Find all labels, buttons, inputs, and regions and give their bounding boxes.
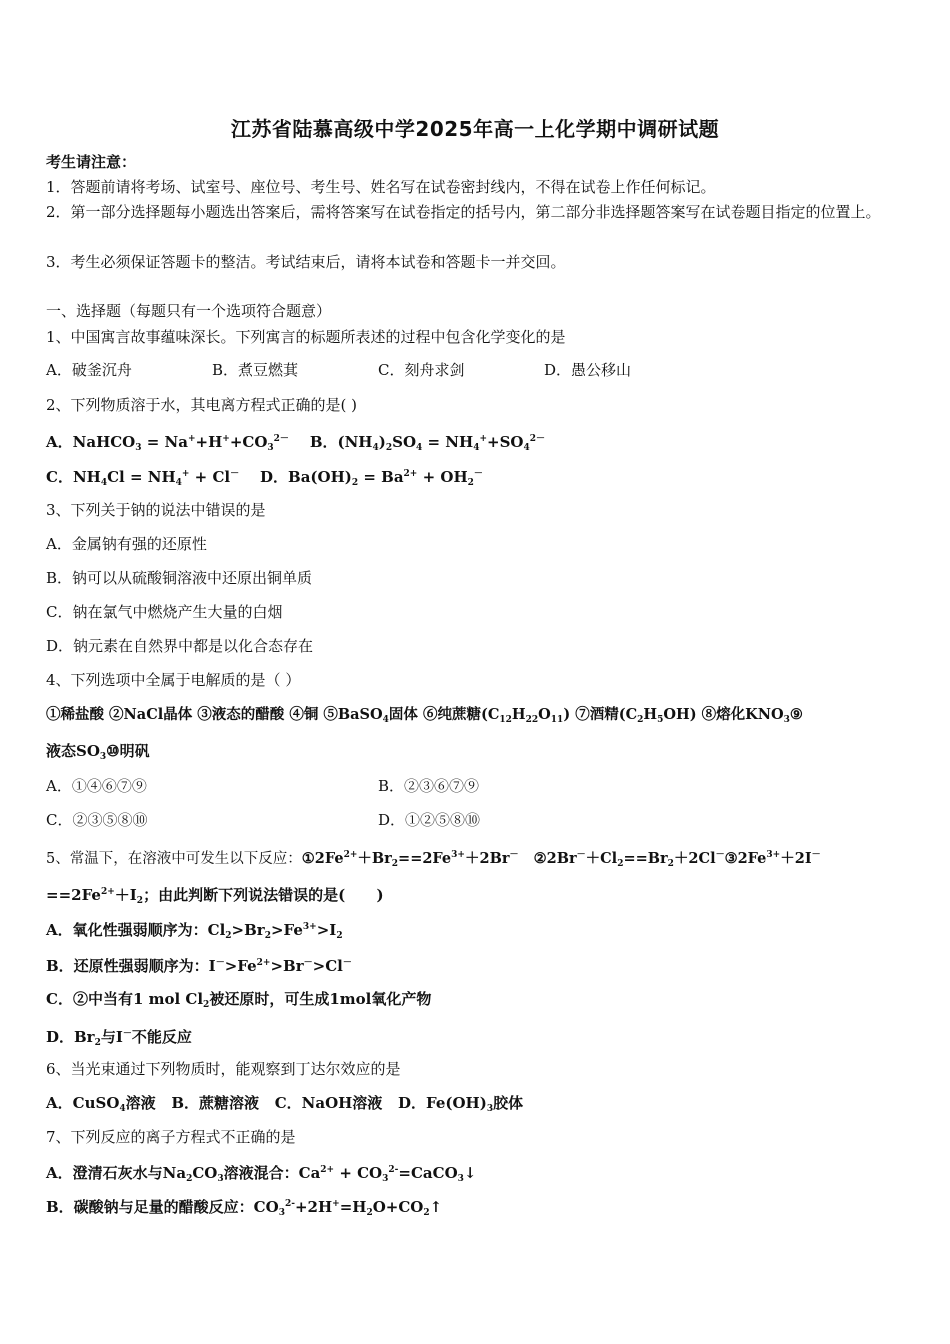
question-2-options-cd [46, 462, 904, 495]
q2-option-a[interactable]: A．NaHCO$_3$ = $Na^++H^++CO_3^{2-}$ [46, 433, 289, 453]
question-4-options-ab [46, 774, 904, 798]
q2-option-c[interactable]: C．$NH_4Cl = NH_4^+ + Cl^-$ [46, 468, 240, 488]
q6-option-b[interactable]: B．蔗糖溶液 [171, 1094, 260, 1112]
q1-option-d[interactable]: D．愚公移山 [544, 361, 632, 379]
question-4-options-cd [46, 808, 904, 832]
q4-option-b[interactable]: B．②③⑥⑦⑨ [378, 777, 480, 795]
section-heading: 一、选择题（每题只有一个选项符合题意） [46, 302, 332, 320]
question-3-stem: 3、下列关于钠的说法中错误的是 [46, 501, 266, 519]
question-2-options-ab [46, 427, 904, 460]
notice-item-2: 2．第一部分选择题每小题选出答案后，需将答案写在试卷指定的括号内，第二部分非选择题答案写在试卷题目指定的位置上。 [46, 203, 881, 221]
question-4-items-cont: 液态$SO_3⑩$明矾 [46, 742, 150, 762]
q7-option-b[interactable]: B．碳酸钠与足量的醋酸反应：$CO_3^{2-}+2H^+=H_2O+CO_2↑$ [46, 1198, 443, 1218]
q2-option-b[interactable]: B．$(NH_4)_2SO_4 = NH_4^++SO_4^{2-}$ [309, 433, 546, 453]
notice-item-1: 1．答题前请将考场、试室号、座位号、考生号、姓名写在试卷密封线内，不得在试卷上作任何标记。 [46, 178, 716, 196]
q5-option-a[interactable]: A．氧化性强弱顺序为：$Cl_2>Br_2>Fe^{3+}>I_2$ [46, 921, 343, 941]
q6-option-c[interactable]: C．NaOH溶液 [274, 1094, 383, 1112]
question-1-options [46, 358, 904, 382]
question-7-stem: 7、下列反应的离子方程式不正确的是 [46, 1128, 296, 1146]
q5-option-c[interactable]: C．②中当有1 mol $Cl_2$被还原时，可生成1mol氧化产物 [46, 990, 432, 1010]
q4-option-d[interactable]: D．①②⑤⑧⑩ [378, 811, 481, 829]
question-1-stem: 1、中国寓言故事蕴味深长。下列寓言的标题所表述的过程中包含化学变化的是 [46, 328, 566, 346]
notice-heading: 考生请注意： [46, 153, 137, 171]
q1-option-b[interactable]: B．煮豆燃萁 [212, 361, 299, 379]
q4-option-a[interactable]: A．①④⑥⑦⑨ [46, 777, 147, 795]
question-4-items: ①稀盐酸 ②NaCl晶体 ③液态的醋酸 ④铜 ⑤BaSO$_4$固体 ⑥纯蔗糖$(C_{12}H_{22}O_{11})$ ⑦酒精$(C_2H_5OH)$ ⑧熔化$KNO_3⑨$ [46, 706, 803, 725]
q5-option-d[interactable]: D．$Br_2$与I－不能反应 [46, 1028, 192, 1048]
q1-option-a[interactable]: A．破釜沉舟 [46, 361, 132, 379]
question-2-stem: 2、下列物质溶于水，其电离方程式正确的是( ) [46, 396, 358, 414]
q3-option-a[interactable]: A．金属钠有强的还原性 [46, 535, 207, 553]
q4-option-c[interactable]: C．②③⑤⑧⑩ [46, 811, 148, 829]
question-5-stem-cont: $==2Fe^{2+}+I_2$；由此判断下列说法错误的是( ) [46, 886, 384, 906]
question-6-options [46, 1091, 904, 1121]
q6-option-d[interactable]: D．$Fe(OH)_3$胶体 [397, 1094, 524, 1114]
q7-option-a[interactable]: A．澄清石灰水与$Na_2CO_3$溶液混合：$Ca^{2+}$ + $CO_3^{2-}=CaCO_3↓$ [46, 1164, 477, 1184]
q6-option-a[interactable]: A．CuSO$_4$溶液 [46, 1094, 156, 1114]
question-6-stem: 6、当光束通过下列物质时，能观察到丁达尔效应的是 [46, 1060, 401, 1078]
q3-option-b[interactable]: B．钠可以从硫酸铜溶液中还原出铜单质 [46, 569, 313, 587]
notice-item-3: 3．考生必须保证答题卡的整洁。考试结束后，请将本试卷和答题卡一并交回。 [46, 253, 566, 271]
question-5-stem: 5、常温下，在溶液中可发生以下反应：$①2Fe^{2+}+Br_2==2Fe^{3+}+2Br^-$ $②2Br^-+Cl_2==Br_2+2Cl^-③2Fe^{3+}+2I^-$ [46, 850, 821, 869]
q5-option-b[interactable]: B．还原性强弱顺序为：$I^->Fe^{2+}>Br^->Cl^-$ [46, 957, 352, 975]
q3-option-d[interactable]: D．钠元素在自然界中都是以化合态存在 [46, 637, 314, 655]
q3-option-c[interactable]: C．钠在氯气中燃烧产生大量的白烟 [46, 603, 283, 621]
q2-option-d[interactable]: D．$Ba(OH)_2 = Ba^{2+} + OH_2^-$ [260, 468, 483, 488]
q1-option-c[interactable]: C．刻舟求剑 [378, 361, 465, 379]
question-4-stem: 4、下列选项中全属于电解质的是（ ） [46, 671, 301, 689]
page-title: 江苏省陆慕高级中学2025年高一上化学期中调研试题 [230, 117, 720, 141]
